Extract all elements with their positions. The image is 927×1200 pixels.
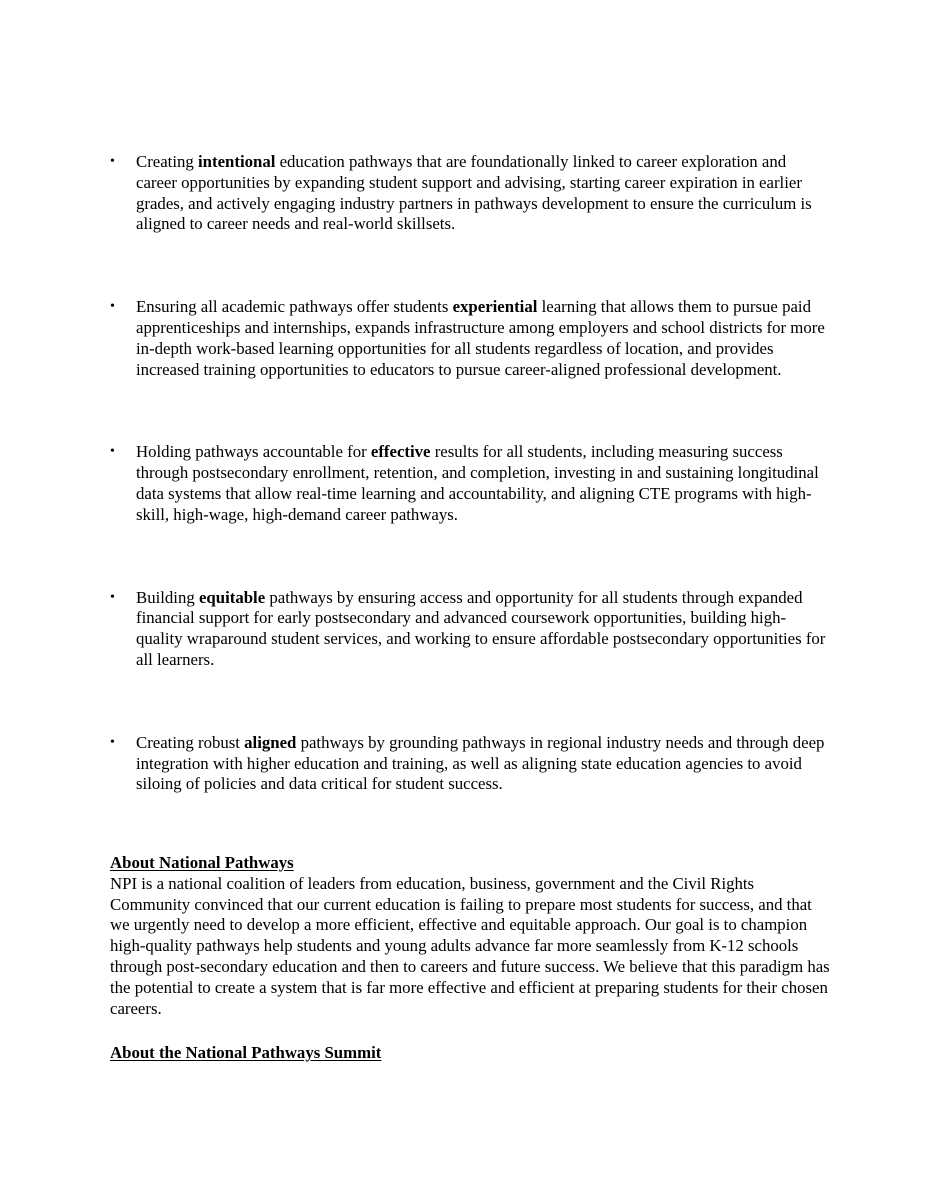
bullet-text: Ensuring all academic pathways offer students experiential learning that allows them to pursue paid apprenticeships and internships, expands infrastructure among employers and school districts for more in-depth work-based learning opportunities for all students regardless of location, and provides increased training opportunities to educators to pursue career-aligned professional development.	[136, 297, 825, 379]
list-item	[110, 733, 830, 795]
bullet-text: Building equitable pathways by ensuring access and opportunity for all students through expanded financial support for early postsecondary and advanced coursework opportunities, building high-quality wraparound student services, and working to ensure affordable postsecondary opportunities for all learners.	[136, 587, 826, 669]
bullet-icon: •	[110, 734, 115, 750]
bullet-keyword: equitable	[198, 587, 266, 607]
section-body: NPI is a national coalition of leaders from education, business, government and the Civil Rights Community convinced that our current education is failing to prepare most students for success, and that we urgently need to develop a more efficient, effective and equitable approach. Our goal is to champion high-quality pathways help students and young adults advance far more seamlessly from K-12 schools through post-secondary education and then to careers and future success. We believe that this paradigm has the potential to create a system that is far more effective and efficient at preparing students for their chosen careers.	[110, 873, 830, 1018]
list-item	[110, 442, 830, 525]
bullet-keyword: intentional	[197, 152, 276, 171]
list-item	[110, 152, 830, 235]
list-item	[110, 297, 830, 380]
bullet-keyword: aligned	[244, 732, 297, 752]
about-national-pathways-section	[110, 853, 832, 1019]
section-heading: About the National Pathways Summit	[110, 1043, 382, 1062]
bullet-keyword: effective	[370, 442, 431, 462]
bullet-keyword: experiential	[452, 297, 538, 317]
bullet-text: Holding pathways accountable for effective results for all students, including measuring success through postsecondary enrollment, retention, and completion, investing in and sustaining longitudinal data systems that allow real-time learning and accountability, and aligning CTE programs with high-skill, high-wage, high-demand career pathways.	[136, 442, 819, 524]
about-summit-section	[110, 1043, 832, 1064]
bullet-icon: •	[110, 154, 115, 169]
bullet-text: Creating robust aligned pathways by grounding pathways in regional industry needs and through deep integration with higher education and training, as well as aligning state education agencies to avoid siloing of policies and data critical for student success.	[136, 732, 825, 794]
pathway-principles-list	[110, 152, 830, 795]
section-heading: About National Pathways	[110, 853, 294, 872]
bullet-icon: •	[110, 444, 115, 460]
list-item	[110, 588, 830, 671]
bullet-icon: •	[110, 589, 115, 605]
bullet-icon: •	[110, 299, 115, 315]
bullet-text: Creating intentional education pathways that are foundationally linked to career exploration and career opportunities by expanding student support and advising, starting career expiration in earlier grades, and actively engaging industry partners in pathways development to ensure the curriculum is aligned to career needs and real-world skillsets.	[136, 152, 812, 234]
